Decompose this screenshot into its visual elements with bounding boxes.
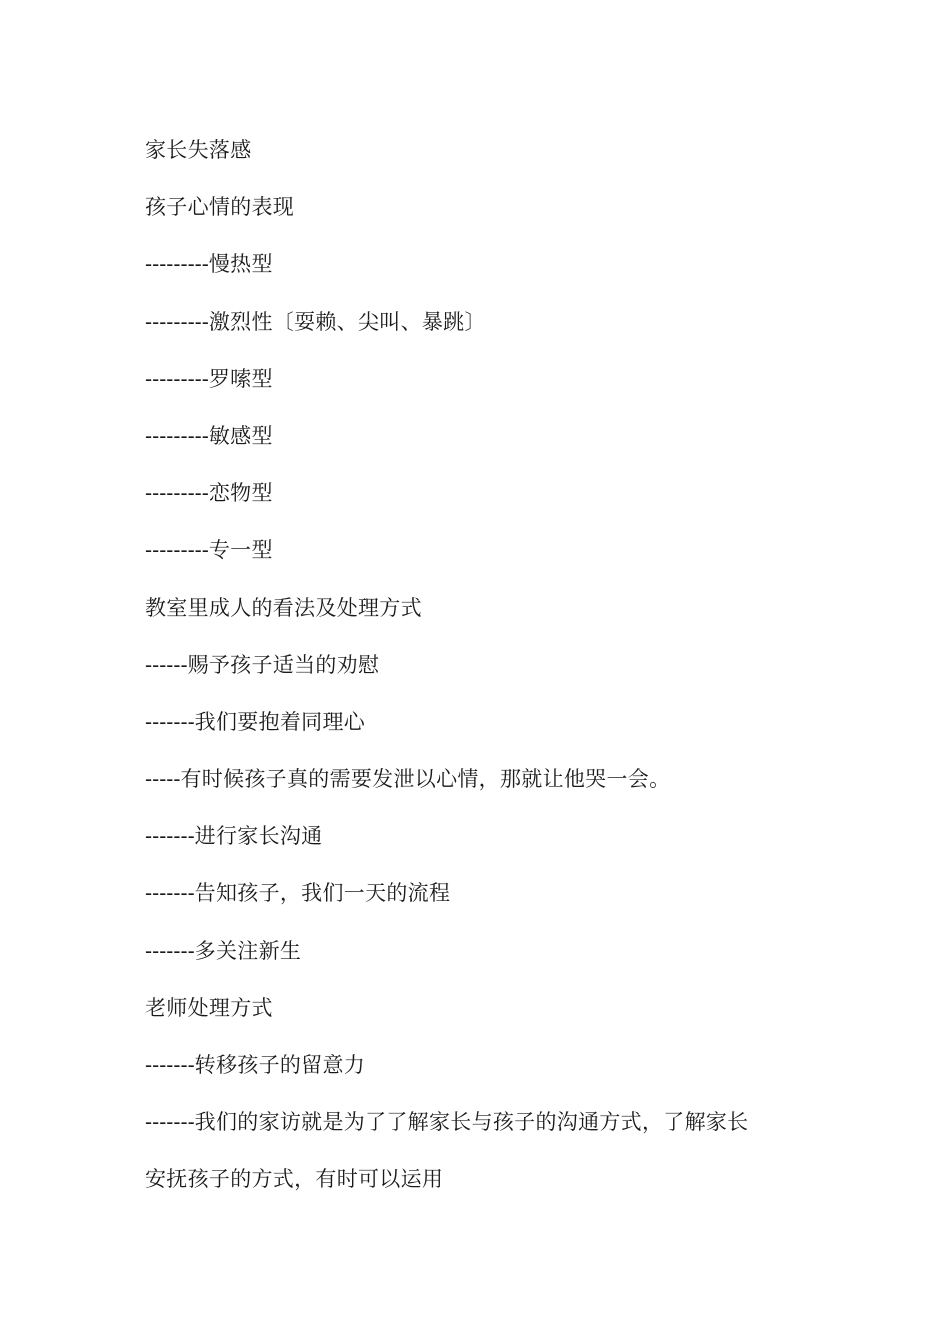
list-item: [145, 706, 825, 763]
dash-prefix: -------: [145, 881, 195, 906]
line-text: 老师处理方式: [145, 995, 273, 1020]
line-text: 激烈性〔耍赖、尖叫、暴跳〕: [208, 309, 486, 334]
line-text: 家长失落感: [145, 138, 252, 162]
list-item: [145, 534, 825, 591]
heading-classroom-adults: [145, 592, 825, 649]
line-text: 安抚孩子的方式，有时可以运用: [145, 1167, 444, 1192]
heading-child-mood: [145, 191, 825, 248]
line-text: 多关注新生: [194, 938, 302, 963]
line-text: 专一型: [208, 538, 273, 563]
heading-parent-loss: [145, 134, 825, 191]
list-item: [145, 877, 825, 934]
line-text: 慢热型: [208, 252, 273, 277]
line-text: 有时候孩子真的需要发泄以心情，那就让他哭一会。: [180, 767, 671, 792]
list-item: [145, 649, 825, 706]
dash-prefix: ---------: [145, 309, 209, 334]
line-text: 罗嗦型: [208, 366, 273, 391]
dash-prefix: ---------: [145, 252, 209, 277]
dash-prefix: ---------: [145, 423, 209, 448]
list-item: [145, 306, 825, 363]
list-item: [145, 248, 825, 305]
list-item: [145, 1049, 825, 1106]
line-text: 转移孩子的留意力: [194, 1053, 366, 1077]
line-text: 敏感型: [208, 423, 273, 448]
dash-prefix: -------: [145, 938, 195, 963]
line-text: 我们要抱着同理心: [194, 709, 366, 734]
line-text: 赐予孩子适当的劝慰: [187, 652, 380, 677]
line-text: 孩子心情的表现: [145, 195, 295, 220]
dash-prefix: -------: [145, 1110, 195, 1135]
document-page: [145, 134, 825, 1221]
list-item: [145, 477, 825, 534]
line-text: 教室里成人的看法及处理方式: [145, 595, 422, 620]
list-item: [145, 420, 825, 477]
dash-prefix: ---------: [145, 538, 209, 563]
dash-prefix: -----: [145, 767, 181, 792]
list-item: [145, 820, 825, 877]
dash-prefix: -------: [145, 709, 195, 734]
line-text: 恋物型: [208, 481, 273, 506]
dash-prefix: ---------: [145, 481, 209, 506]
line-text: 告知孩子，我们一天的流程: [194, 881, 451, 906]
list-item: [145, 935, 825, 992]
heading-teacher-methods: [145, 992, 825, 1049]
dash-prefix: -------: [145, 1053, 195, 1077]
line-text: 进行家长沟通: [194, 824, 323, 849]
dash-prefix: ------: [145, 652, 188, 677]
list-item: [145, 363, 825, 420]
line-text: 我们的家访就是为了了解家长与孩子的沟通方式，了解家长: [194, 1110, 749, 1135]
list-item: [145, 1106, 825, 1163]
dash-prefix: ---------: [145, 366, 209, 391]
list-item: [145, 763, 825, 820]
continuation-line: [145, 1163, 825, 1220]
dash-prefix: -------: [145, 824, 195, 849]
